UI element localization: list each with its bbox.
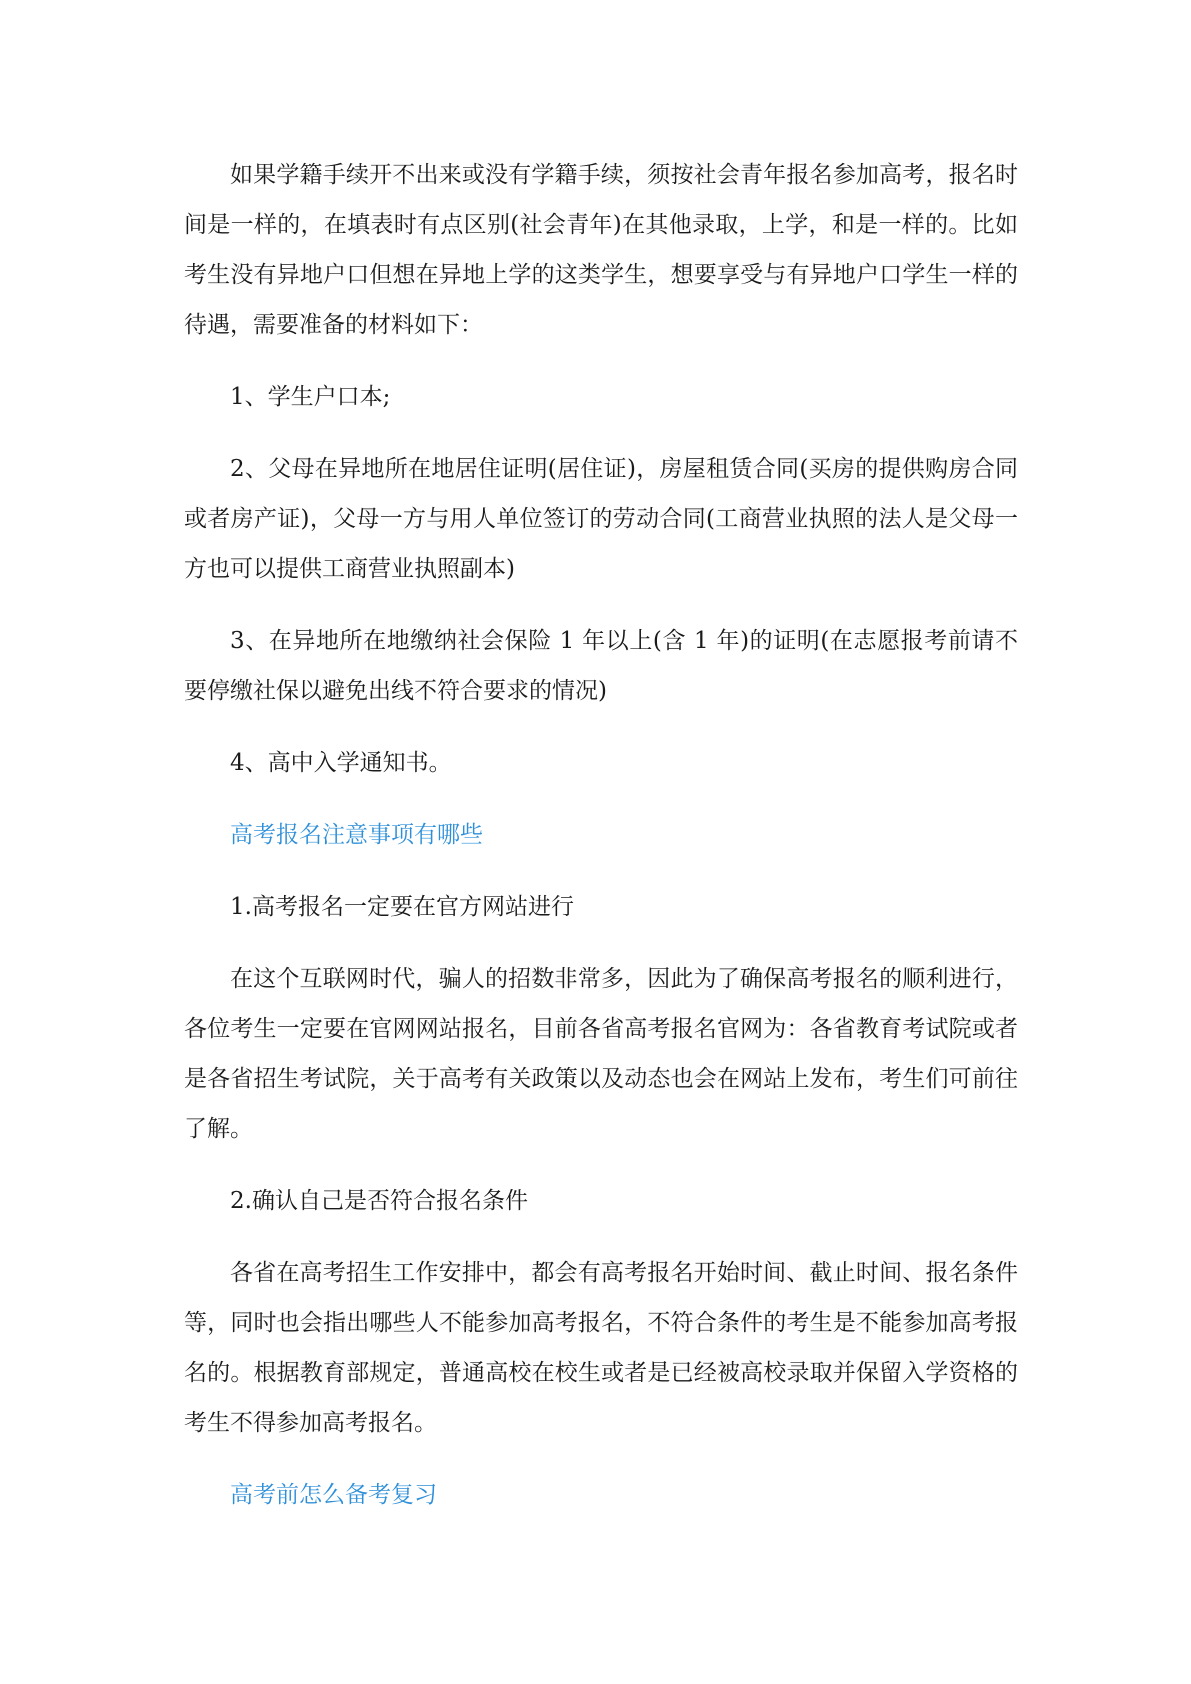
paragraph-intro: 如果学籍手续开不出来或没有学籍手续，须按社会青年报名参加高考，报名时间是一样的，在填表时有点区别(社会青年)在其他录取，上学，和是一样的。比如考生没有异地户口但想在异地上学的这类学生，想要享受与有异地户口学生一样的待遇，需要准备的材料如下：: [184, 162, 1018, 338]
section-heading-exam-review[interactable]: 高考前怎么备考复习: [230, 1482, 437, 1508]
document-body: [184, 150, 1018, 1542]
subheading-official-website: 1.高考报名一定要在官方网站进行: [230, 894, 574, 920]
list-item-social-insurance: 3、在异地所在地缴纳社会保险 1 年以上(含 1 年)的证明(在志愿报考前请不要停缴社保以避免出线不符合要求的情况): [184, 628, 1018, 704]
list-item-residence-proof: 2、父母在异地所在地居住证明(居住证)，房屋租赁合同(买房的提供购房合同或者房产证)，父母一方与用人单位签订的劳动合同(工商营业执照的法人是父母一方也可以提供工商营业执照副本): [184, 456, 1018, 582]
paragraph-eligibility: 各省在高考招生工作安排中，都会有高考报名开始时间、截止时间、报名条件等，同时也会指出哪些人不能参加高考报名，不符合条件的考生是不能参加高考报名的。根据教育部规定，普通高校在校生或者是已经被高校录取并保留入学资格的考生不得参加高考报名。: [184, 1260, 1018, 1436]
subheading-eligibility: 2.确认自己是否符合报名条件: [230, 1188, 528, 1214]
list-item-admission-notice: 4、高中入学通知书。: [230, 750, 452, 776]
paragraph-official-website: 在这个互联网时代，骗人的招数非常多，因此为了确保高考报名的顺利进行，各位考生一定要在官网网站报名，目前各省高考报名官网为：各省教育考试院或者是各省招生考试院，关于高考有关政策以及动态也会在网站上发布，考生们可前往了解。: [184, 966, 1018, 1142]
section-heading-registration-notes[interactable]: 高考报名注意事项有哪些: [230, 822, 483, 848]
list-item-household-register: 1、学生户口本;: [230, 384, 391, 410]
